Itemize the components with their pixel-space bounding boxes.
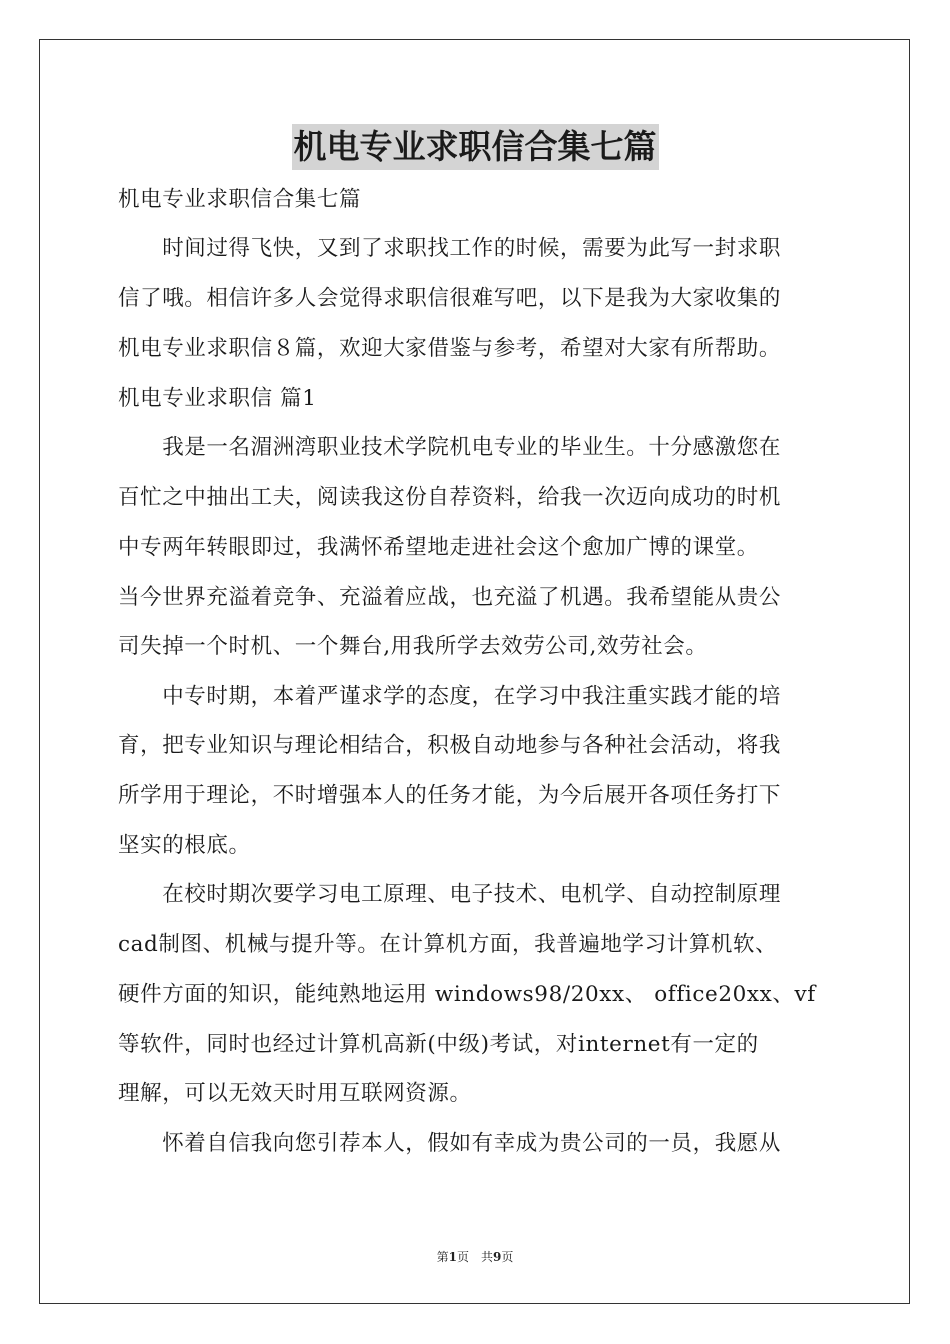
body-line: 等软件，同时也经过计算机高新(中级)考试，对internet有一定的 bbox=[118, 1032, 759, 1057]
body-line: 当今世界充溢着竞争、充溢着应战，也充溢了机遇。我希望能从贵公 bbox=[118, 585, 782, 610]
body-line: 时间过得飞快，又到了求职找工作的时候，需要为此写一封求职 bbox=[118, 236, 782, 261]
body-line: 育，把专业知识与理论相结合，积极自动地参与各种社会活动，将我 bbox=[118, 733, 782, 758]
page-prefix: 第 bbox=[436, 1250, 449, 1264]
body-line: 机电专业求职信８篇，欢迎大家借鉴与参考，希望对大家有所帮助。 bbox=[118, 336, 782, 361]
body-line: 怀着自信我向您引荐本人，假如有幸成为贵公司的一员，我愿从 bbox=[118, 1131, 782, 1156]
page-footer bbox=[0, 1248, 950, 1265]
body-line: 中专时期，本着严谨求学的态度，在学习中我注重实践才能的培 bbox=[118, 684, 782, 709]
body-line: 百忙之中抽出工夫，阅读我这份自荐资料，给我一次迈向成功的时机 bbox=[118, 485, 782, 510]
page-border bbox=[39, 39, 910, 1304]
body-line: 在校时期次要学习电工原理、电子技术、电机学、自动控制原理 bbox=[118, 882, 782, 907]
body-line: 所学用于理论，不时增强本人的任务才能，为今后展开各项任务打下 bbox=[118, 783, 782, 808]
body-line: 司失掉一个时机、一个舞台,用我所学去效劳公司,效劳社会。 bbox=[118, 634, 708, 659]
page-total: 9 bbox=[493, 1250, 502, 1264]
body-line: 中专两年转眼即过，我满怀希望地走进社会这个愈加广博的课堂。 bbox=[118, 535, 759, 560]
body-line: 理解，可以无效天时用互联网资源。 bbox=[118, 1081, 472, 1106]
document-title: 机电专业求职信合集七篇 bbox=[292, 124, 659, 170]
body-line: cad制图、机械与提升等。在计算机方面，我普遍地学习计算机软、 bbox=[118, 932, 778, 957]
body-line: 我是一名湄洲湾职业技术学院机电专业的毕业生。十分感激您在 bbox=[118, 435, 782, 460]
body-line: 硬件方面的知识，能纯熟地运用 windows98/20xx、 office20xx、vf bbox=[118, 982, 816, 1007]
title-wrap bbox=[0, 124, 950, 170]
page-mid: 页 共 bbox=[456, 1250, 493, 1264]
section-heading: 机电专业求职信 篇1 bbox=[118, 386, 317, 411]
body-line: 坚实的根底。 bbox=[118, 833, 251, 858]
page-suffix: 页 bbox=[501, 1250, 514, 1264]
body-line: 信了哦。相信许多人会觉得求职信很难写吧，以下是我为大家收集的 bbox=[118, 286, 782, 311]
page-current: 1 bbox=[448, 1250, 457, 1264]
subtitle-line: 机电专业求职信合集七篇 bbox=[118, 187, 362, 212]
